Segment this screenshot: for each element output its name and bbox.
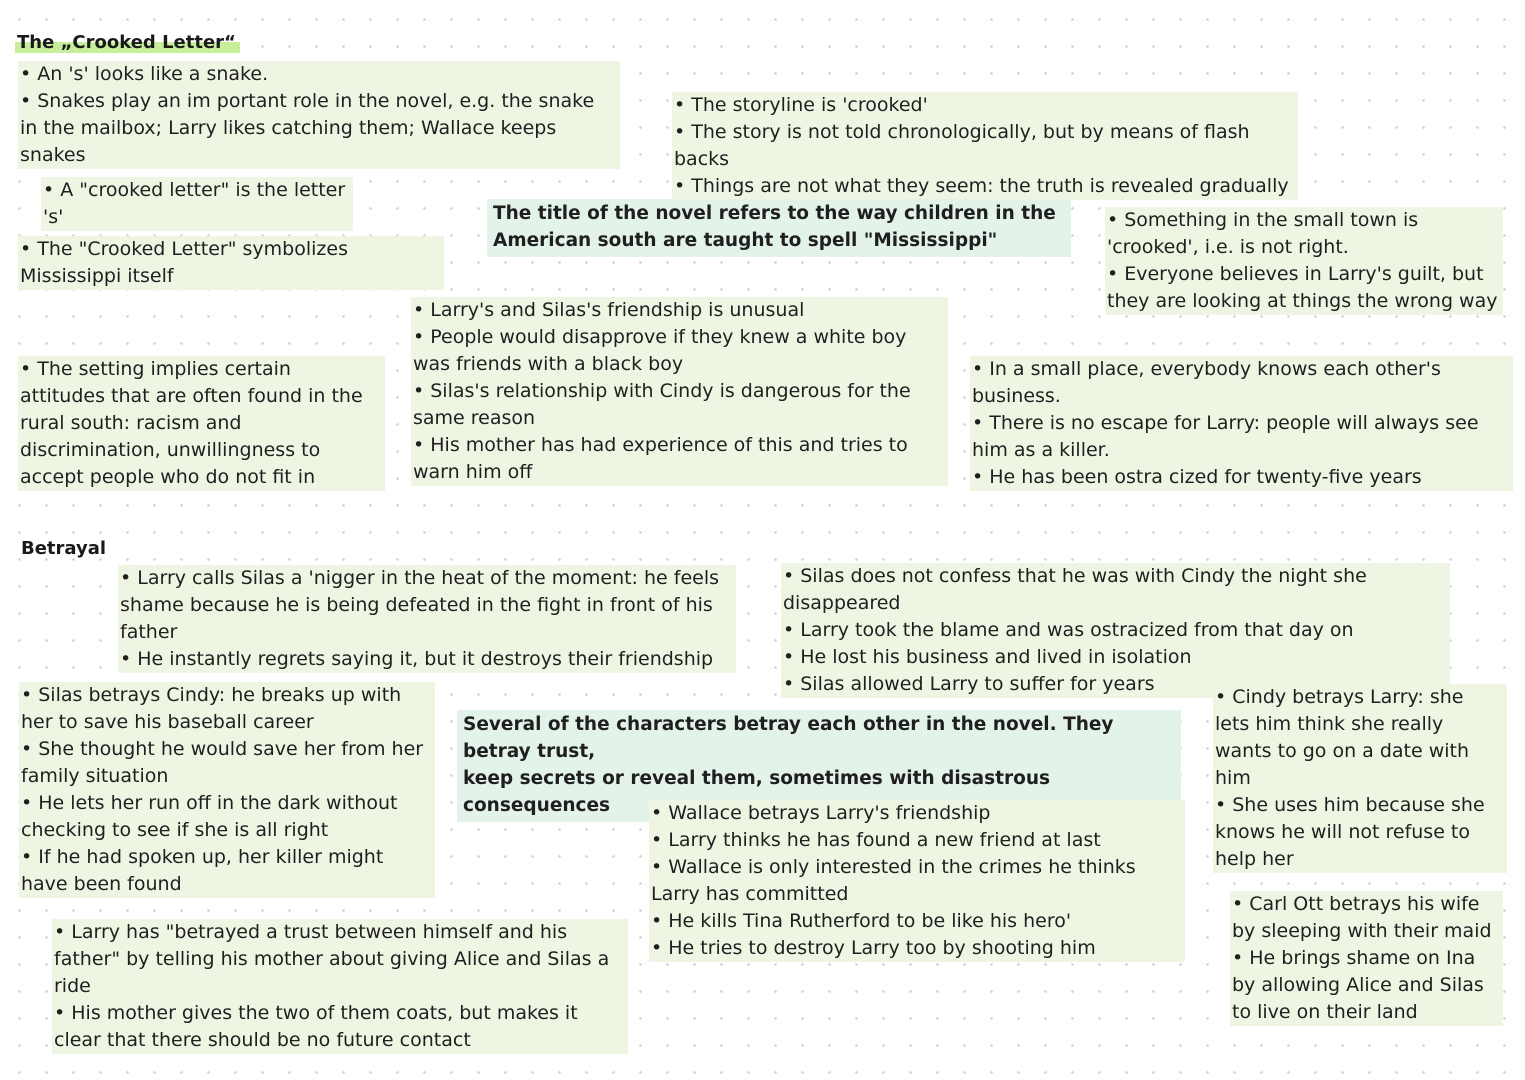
note-line: • The story is not told chronologically, but by means of flash backs (674, 121, 1250, 170)
note-line: • She uses him because she knows he will not refuse to help her (1215, 794, 1485, 870)
section-heading-betrayal: Betrayal (21, 538, 107, 559)
note-line: • Larry took the blame and was ostracized from that day on (783, 619, 1354, 641)
note-line: • She thought he would save her from her family situation (21, 738, 424, 787)
note-snake (18, 61, 620, 169)
note-line: • His mother has had experience of this and tries to warn him off (413, 434, 908, 483)
note-line: • A "crooked letter" is the letter 's' (43, 179, 346, 228)
note-line: • He brings shame on Ina by allowing Alice and Silas to live on their land (1232, 947, 1484, 1023)
central-line: American south are taught to spell "Mississippi" (493, 230, 998, 251)
note-symbolizes (18, 236, 444, 290)
central-line: Several of the characters betray each other in the novel. They betray trust, (463, 714, 1114, 762)
note-small-place (970, 356, 1513, 491)
note-line: • If he had spoken up, her killer might have been found (21, 846, 384, 895)
central-statement-crooked-letter (487, 199, 1071, 257)
note-line: • He has been ostra cized for twenty-five years (972, 466, 1422, 488)
note-line: • Larry's and Silas's friendship is unusual (413, 299, 805, 321)
note-setting (18, 356, 385, 491)
note-silas-cindy (19, 682, 435, 898)
note-cindy-larry (1213, 684, 1507, 873)
note-line: • Snakes play an im portant role in the novel, e.g. the snake in the mailbox; Larry likes catching them; Wallace keeps snakes (20, 90, 595, 166)
note-line: • Cindy betrays Larry: she lets him think she really wants to go on a date with him (1215, 686, 1470, 789)
note-line: • Larry thinks he has found a new friend at last (651, 829, 1101, 851)
note-friendship (411, 297, 948, 486)
note-line: • Larry has "betrayed a trust between himself and his father" by telling his mother about giving Alice and Silas a ride (54, 921, 610, 997)
central-line: keep secrets or reveal them, sometimes with disastrous consequences (463, 768, 1051, 816)
note-larry-calls (118, 565, 736, 673)
note-wallace (649, 800, 1185, 962)
note-line: • He tries to destroy Larry too by shooting him (651, 937, 1096, 959)
central-line: The title of the novel refers to the way children in the (493, 203, 1056, 224)
note-storyline (672, 92, 1298, 200)
note-larry-father (52, 919, 628, 1054)
note-line: • There is no escape for Larry: people will always see him as a killer. (972, 412, 1479, 461)
note-line: • He kills Tina Rutherford to be like his hero' (651, 910, 1072, 932)
note-line: • The storyline is 'crooked' (674, 94, 928, 116)
note-line: • Things are not what they seem: the truth is revealed gradually (674, 175, 1289, 197)
note-line: • He lost his business and lived in isolation (783, 646, 1192, 668)
note-silas-confess (781, 563, 1450, 698)
note-line: • Something in the small town is 'crooked', i.e. is not right. (1107, 209, 1419, 258)
note-line: • He lets her run off in the dark without checking to see if she is all right (21, 792, 398, 841)
note-line: • He instantly regrets saying it, but it destroys their friendship (120, 648, 714, 670)
note-line: • Silas's relationship with Cindy is dangerous for the same reason (413, 380, 911, 429)
note-letter-s (41, 177, 353, 231)
note-line: • Everyone believes in Larry's guilt, but they are looking at things the wrong way (1107, 263, 1498, 312)
note-line: • In a small place, everybody knows each other's business. (972, 358, 1441, 407)
note-line: • Silas betrays Cindy: he breaks up with her to save his baseball career (21, 684, 402, 733)
note-line: • Wallace is only interested in the crimes he thinks Larry has committed (651, 856, 1136, 905)
note-town (1105, 207, 1503, 315)
note-line: • Carl Ott betrays his wife by sleeping with their maid (1232, 893, 1492, 942)
note-line: • Silas does not confess that he was with Cindy the night she disappeared (783, 565, 1367, 614)
note-carl-ott (1230, 891, 1503, 1026)
note-line: • An 's' looks like a snake. (20, 63, 269, 85)
note-line: • The "Crooked Letter" symbolizes Mississippi itself (20, 238, 348, 287)
note-line: • His mother gives the two of them coats, but makes it clear that there should be no future contact (54, 1002, 578, 1051)
section-heading-crooked-letter: The „Crooked Letter“ (15, 31, 240, 55)
note-line: • The setting implies certain attitudes that are often found in the rural south: racism and discrimination, unwillingness to accept people who do not fit in (20, 358, 363, 488)
note-line: • Wallace betrays Larry's friendship (651, 802, 991, 824)
note-line: • People would disapprove if they knew a white boy was friends with a black boy (413, 326, 907, 375)
note-line: • Silas allowed Larry to suffer for years (783, 673, 1155, 695)
note-line: • Larry calls Silas a 'nigger in the heat of the moment: he feels shame because he is being defeated in the fight in front of his father (120, 567, 720, 643)
